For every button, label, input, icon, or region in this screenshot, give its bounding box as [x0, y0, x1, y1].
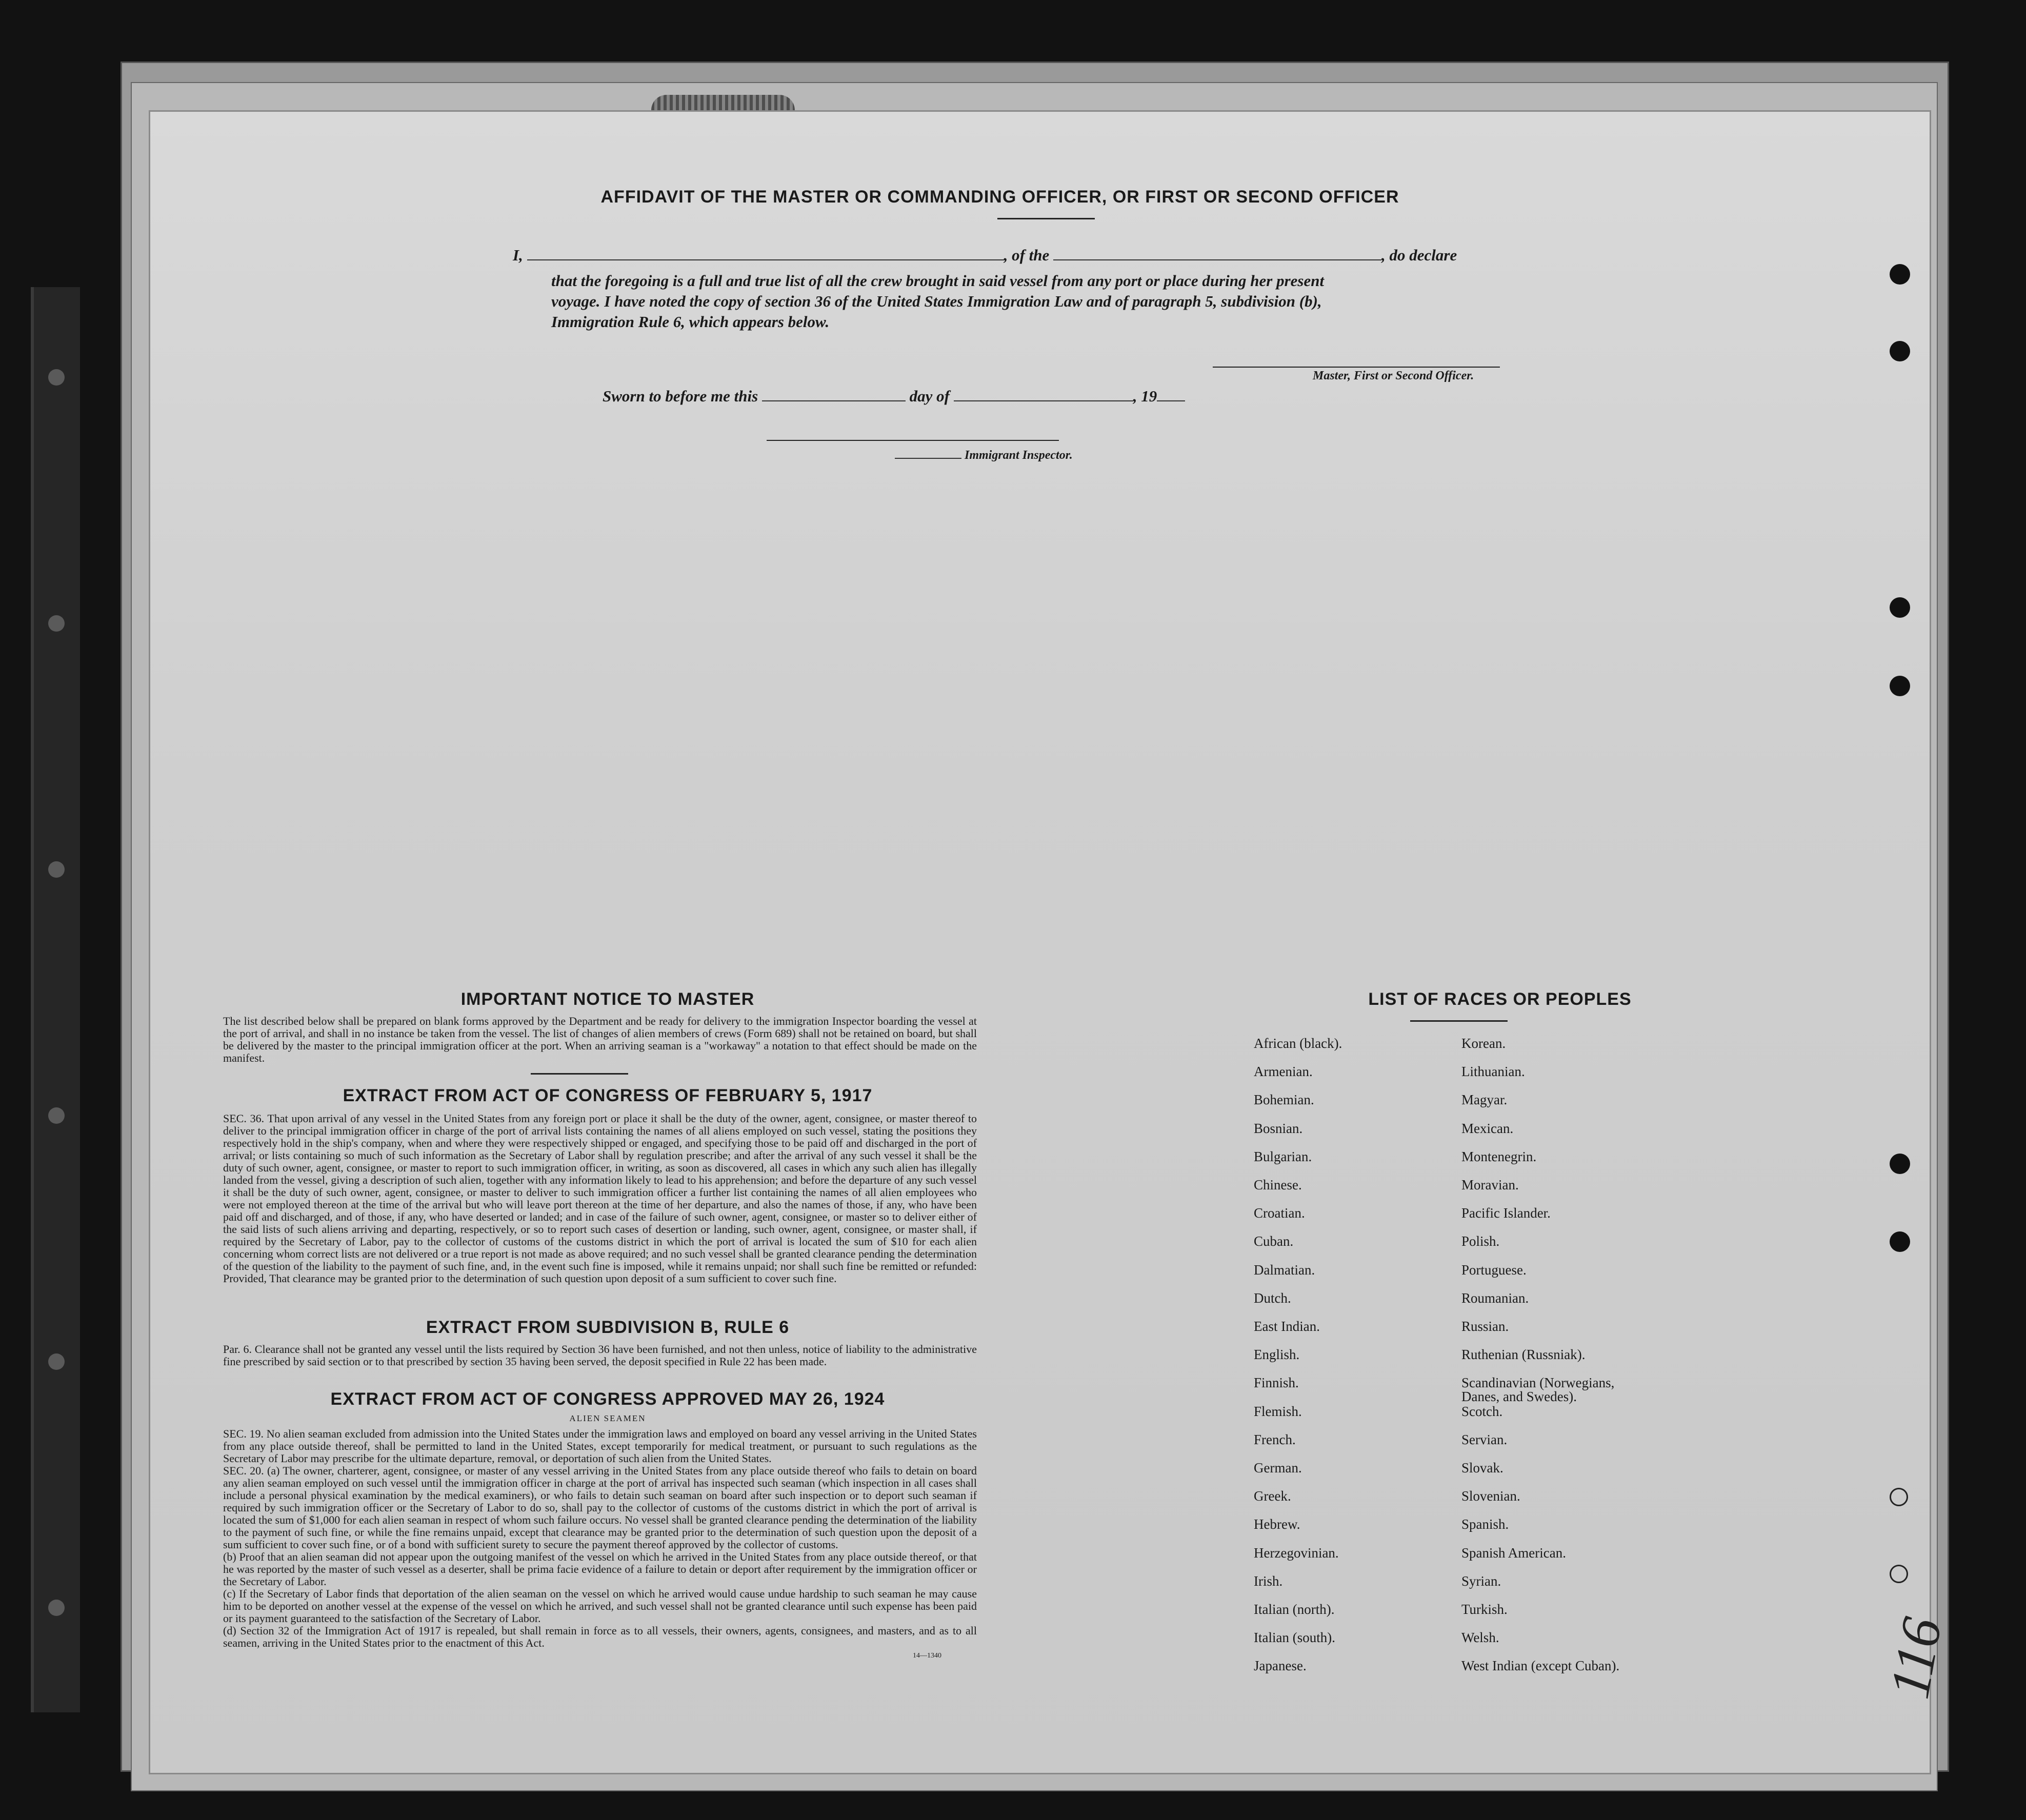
- affidavit-title: AFFIDAVIT OF THE MASTER OR COMMANDING OFFICER, OR FIRST OR SECOND OFFICER: [600, 187, 1399, 207]
- race-item: Roumanian.: [1461, 1290, 1529, 1306]
- race-item: Italian (south).: [1254, 1630, 1335, 1646]
- race-item: Ruthenian (Russniak).: [1461, 1347, 1586, 1363]
- race-item: Servian.: [1461, 1431, 1508, 1447]
- extract-1924-title: EXTRACT FROM ACT OF CONGRESS APPROVED MAY 26, 1924: [330, 1389, 885, 1409]
- signature-label: Master, First or Second Officer.: [1313, 369, 1474, 382]
- notice-title: IMPORTANT NOTICE TO MASTER: [460, 989, 755, 1009]
- race-item: Dalmatian.: [1254, 1262, 1315, 1278]
- affidavit-line2: that the foregoing is a full and true list of all the crew brought in said vessel from any port or place during her present: [551, 272, 1325, 290]
- race-item: Flemish.: [1254, 1403, 1302, 1419]
- section-20b: (b) Proof that an alien seaman did not appear upon the outgoing manifest of the vessel on which he arrived in the United States from any place outside thereof, or that he was reported by the master of such vessel as a deserter, shall be prima facie evidence of a failure to detain or deport after requirement by the immigration officer or the Secretary of Labor.: [223, 1550, 977, 1588]
- inspector-line-label: Immigrant Inspector.: [895, 449, 1073, 462]
- race-item: Greek.: [1254, 1488, 1291, 1504]
- race-item: Irish.: [1254, 1573, 1283, 1589]
- binder-strip: [31, 287, 80, 1712]
- race-item: Croatian.: [1254, 1205, 1305, 1221]
- race-item: German.: [1254, 1460, 1302, 1475]
- punch-hole: [1890, 1565, 1908, 1583]
- race-item: Montenegrin.: [1461, 1148, 1537, 1164]
- section-20c: (c) If the Secretary of Labor finds that deportation of the alien seaman on the vessel on which he arrived would cause undue hardship to such seaman he may cause him to be deported on another vessel at the expense of the vessel on which he arrived, and such vessel shall not be granted clearance until such expense has been paid or its payment guaranteed to the satisfaction of the Secretary of Labor.: [223, 1587, 977, 1625]
- extract-1917-title: EXTRACT FROM ACT OF CONGRESS OF FEBRUARY 5, 1917: [343, 1086, 873, 1105]
- race-item: Bohemian.: [1254, 1092, 1314, 1108]
- race-item: Italian (north).: [1254, 1602, 1335, 1617]
- race-item: Slovak.: [1461, 1460, 1503, 1475]
- race-item: Syrian.: [1461, 1573, 1501, 1589]
- race-item: Korean.: [1461, 1036, 1506, 1051]
- race-item: Spanish.: [1461, 1516, 1509, 1532]
- race-item: Welsh.: [1461, 1630, 1499, 1646]
- signature-line: [1213, 367, 1500, 368]
- race-item: Bosnian.: [1254, 1120, 1303, 1136]
- divider: [997, 218, 1095, 219]
- race-item: Cuban.: [1254, 1233, 1294, 1249]
- race-item: Turkish.: [1461, 1602, 1508, 1617]
- race-item: Spanish American.: [1461, 1545, 1566, 1561]
- race-item: Hebrew.: [1254, 1516, 1300, 1532]
- race-item: English.: [1254, 1347, 1300, 1363]
- affidavit-line3: voyage. I have noted the copy of section 36 of the United States Immigration Law and of paragraph 5, subdivision (b),: [551, 292, 1322, 310]
- race-item: African (black).: [1254, 1036, 1342, 1051]
- race-item: Bulgarian.: [1254, 1148, 1312, 1164]
- punch-hole: [1890, 597, 1910, 618]
- races-title: LIST OF RACES OR PEOPLES: [1368, 989, 1632, 1009]
- race-item: Mexican.: [1461, 1120, 1514, 1136]
- race-item: East Indian.: [1254, 1319, 1320, 1334]
- race-item: Scotch.: [1461, 1403, 1503, 1419]
- race-item: Pacific Islander.: [1461, 1205, 1551, 1221]
- race-item: West Indian (except Cuban).: [1461, 1658, 1620, 1674]
- punch-hole: [1890, 1154, 1910, 1174]
- perforation-stamp: [651, 95, 795, 110]
- race-item: French.: [1254, 1431, 1296, 1447]
- race-item: Herzegovinian.: [1254, 1545, 1339, 1561]
- divider: [531, 1073, 628, 1075]
- race-item: Polish.: [1461, 1233, 1500, 1249]
- inspector-line: [767, 440, 1059, 441]
- subdivision-title: EXTRACT FROM SUBDIVISION B, RULE 6: [426, 1318, 790, 1337]
- punch-hole: [1890, 341, 1910, 361]
- race-item: Armenian.: [1254, 1064, 1313, 1080]
- section-20a: SEC. 20. (a) The owner, charterer, agent, consignee, or master of any vessel arriving in the United States from any place outside thereof who fails to detain on board any alien seaman employed on such vessel until the immigration officer in charge at the port of arrival has inspected such seaman (which inspection in all cases shall include a personal physical examination by the medical examiners), or who fails to detain such seaman on board after such inspection or to deport such seaman if required by such immigration officer or the Secretary of Labor to do so, shall pay to the collector of customs of the customs district in which the port of arrival is located the sum of $1,000 for each alien seaman in respect of whom such failure occurs. No vessel shall be granted clearance pending the determination of the liability to the payment of such fine, or while the fine remains unpaid, except that clearance may be granted prior to the determination of such question upon the deposit of a sum sufficient to cover such fine, or of a bond with sufficient surety to secure the payment thereof approved by the collector of customs.: [223, 1464, 977, 1551]
- race-item: Magyar.: [1461, 1092, 1508, 1108]
- race-item: Slovenian.: [1461, 1488, 1520, 1504]
- punch-hole: [1890, 1231, 1910, 1252]
- race-item: Finnish.: [1254, 1375, 1299, 1391]
- punch-hole: [1890, 1488, 1908, 1506]
- sworn-line: Sworn to before me this day of , 19: [603, 387, 1185, 406]
- extract-1917-text: SEC. 36. That upon arrival of any vessel in the United States from any foreign port or place it shall be the duty of the owner, agent, consignee, or master thereof to deliver to the principal immigration officer in charge of the port of arrival lists containing the names of all aliens employed on such vessel, stating the positions they respectively hold in the ship's company, when and where they were respectively shipped or engaged, and specifying those to be paid off and discharged in the port of arrival; or lists containing so much of such information as the Secretary of Labor shall by regulation prescribe; and after the arrival of any such vessel it shall be the duty of such owner, agent, consignee, or master to report to such immigration officer, in writing, as soon as discovered, all cases in which any such alien has illegally landed from the vessel, giving a description of such alien, together with any information likely to lead to his apprehension; and before the departure of any such vessel it shall be the duty of such owner, agent, consignee, or master to deliver to such immigration officer a further list containing the names of all alien employees who were not employed thereon at the time of the arrival but who will leave port thereon at the time of her departure, and also the names of those, if any, who have been paid off and discharged, and of those, if any, who have deserted or landed; and in case of the failure of such owner, agent, consignee, or master so to deliver either of the said lists of such aliens arriving and departing, respectively, or so to report such cases of desertion or landing, such owner, agent, consignee, or master shall, if required by the Secretary of Labor, pay to the collector of customs of the customs district in which the port of arrival is located the sum of $10 for each alien concerning whom correct lists are not delivered or a true report is not made as above required; and no such vessel shall be granted clearance pending the determination of the question of the liability to the payment of such fine, and, in the event such fine is imposed, while it remains unpaid; nor shall such fine be remitted or refunded: Provided, That clearance may be granted prior to the determination of such question upon deposit of a sum sufficient to cover such fine.: [223, 1112, 977, 1285]
- race-item: Dutch.: [1254, 1290, 1291, 1306]
- form-number: 14—1340: [913, 1652, 941, 1660]
- race-item: Japanese.: [1254, 1658, 1307, 1674]
- extract-1924-text: [223, 1428, 977, 1649]
- notice-text: The list described below shall be prepared on blank forms approved by the Department and be ready for delivery to the immigration Inspector boarding the vessel at the port of arrival, and shall in no instance be taken from the vessel. The list of changes of alien members of crews (Form 689) shall not be retained on board, but shall be delivered by the master to the principal immigration officer at the port. When an arriving seaman is a "workaway" a notation to that effect should be made on the manifest.: [223, 1015, 977, 1064]
- section-20d: (d) Section 32 of the Immigration Act of 1917 is repealed, but shall remain in force as to all vessels, their owners, agents, consignees, and masters, and as to all seamen, arriving in the United States prior to the enactment of this Act.: [223, 1624, 977, 1649]
- race-item: Chinese.: [1254, 1177, 1302, 1192]
- affidavit-line1: I, , of the , do declare: [513, 246, 1457, 264]
- punch-hole: [1890, 676, 1910, 696]
- margin-note: 116: [1877, 1612, 1954, 1703]
- race-item: Russian.: [1461, 1319, 1509, 1334]
- alien-seamen-subtitle: ALIEN SEAMEN: [569, 1413, 646, 1423]
- race-item: Lithuanian.: [1461, 1064, 1525, 1080]
- section-19: SEC. 19. No alien seaman excluded from admission into the United States under the immigration laws and employed on board any vessel arriving in the United States from any place outside thereof, shall be permitted to land in the United States, except temporarily for medical treatment, or pursuant to such regulations as the Secretary of Labor may prescribe for the ultimate departure, removal, or deportation of such alien from the United States.: [223, 1427, 977, 1465]
- race-item: Scandinavian (Norwegians, Danes, and Swedes).: [1461, 1375, 1615, 1405]
- subdivision-text: Par. 6. Clearance shall not be granted any vessel until the lists required by Section 36 have been furnished, and not then unless, notice of liability to the administrative fine prescribed by said section or to that prescribed by section 35 having been served, the deposit specified in Rule 22 has been made.: [223, 1343, 977, 1368]
- punch-hole: [1890, 264, 1910, 285]
- race-item: Moravian.: [1461, 1177, 1519, 1192]
- race-item: Portuguese.: [1461, 1262, 1527, 1278]
- affidavit-line4: Immigration Rule 6, which appears below.: [551, 313, 830, 331]
- divider: [1410, 1020, 1508, 1022]
